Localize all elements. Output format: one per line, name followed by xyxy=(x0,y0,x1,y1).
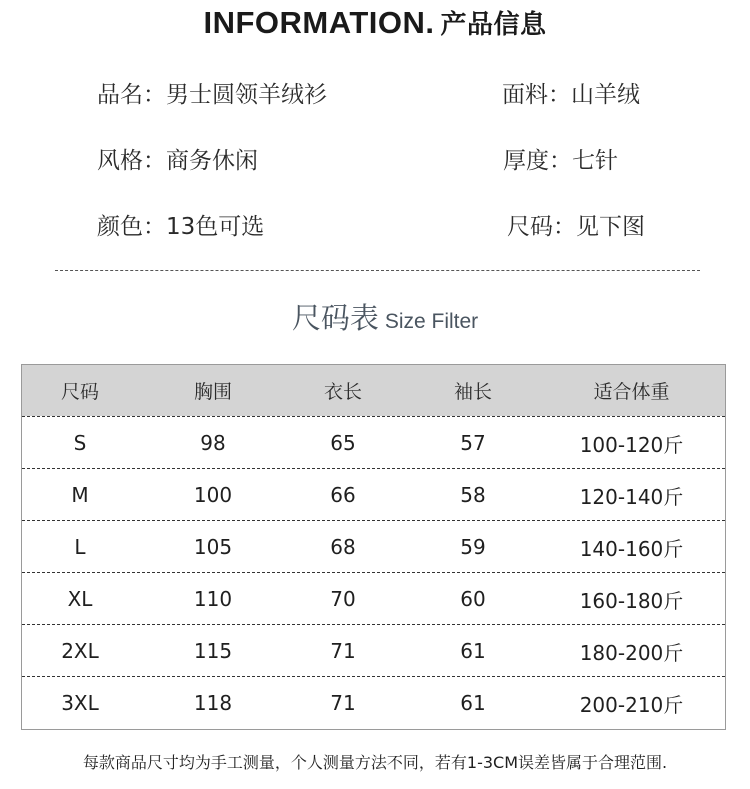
cell-size: M xyxy=(71,483,89,507)
cell-sleeve: 61 xyxy=(460,639,486,663)
cell-length: 66 xyxy=(330,483,356,507)
cell-length: 65 xyxy=(330,431,356,455)
header-size: 尺码 xyxy=(60,381,99,403)
cell-sleeve: 61 xyxy=(460,691,486,715)
table-row xyxy=(22,521,725,573)
cell-sleeve: 57 xyxy=(460,431,486,455)
cell-size: L xyxy=(74,535,86,559)
cell-sleeve: 59 xyxy=(460,535,486,559)
header-length: 衣长 xyxy=(323,381,362,403)
cell-weight: 120-140斤 xyxy=(579,484,684,509)
cell-chest: 98 xyxy=(200,431,226,455)
cell-chest: 105 xyxy=(193,535,233,559)
size-heading-english: Size Filter xyxy=(384,310,479,333)
info-thickness: 厚度：七针 xyxy=(503,148,618,174)
cell-chest: 100 xyxy=(193,483,233,507)
info-size: 尺码：见下图 xyxy=(507,214,645,240)
page-title xyxy=(0,4,750,41)
cell-weight: 100-120斤 xyxy=(579,432,684,457)
cell-weight: 160-180斤 xyxy=(579,588,684,613)
cell-sleeve: 58 xyxy=(460,483,486,507)
measurement-footnote: 每款商品尺寸均为手工测量，个人测量方法不同，若有1-3CM误差皆属于合理范围. xyxy=(82,753,668,772)
cell-chest: 118 xyxy=(193,691,233,715)
header-chest: 胸围 xyxy=(193,381,232,403)
cell-length: 68 xyxy=(330,535,356,559)
cell-weight: 140-160斤 xyxy=(579,536,684,561)
title-chinese: 产品信息 xyxy=(440,10,547,40)
header-sleeve: 袖长 xyxy=(453,381,492,403)
table-row xyxy=(22,573,725,625)
cell-size: XL xyxy=(67,587,93,611)
cell-weight: 200-210斤 xyxy=(579,692,684,717)
section-divider xyxy=(55,270,700,271)
table-row xyxy=(22,625,725,677)
cell-length: 70 xyxy=(330,587,356,611)
cell-chest: 110 xyxy=(193,587,233,611)
info-product-name: 品名：男士圆领羊绒衫 xyxy=(97,82,327,108)
cell-chest: 115 xyxy=(193,639,233,663)
size-chart-heading xyxy=(0,296,750,337)
cell-length: 71 xyxy=(330,691,356,715)
table-row xyxy=(22,469,725,521)
cell-sleeve: 60 xyxy=(460,587,486,611)
table-header-row xyxy=(22,365,725,416)
title-english: INFORMATION. xyxy=(203,5,435,40)
cell-size: S xyxy=(73,431,87,455)
table-row xyxy=(22,677,725,729)
cell-length: 71 xyxy=(330,639,356,663)
info-color: 颜色：13色可选 xyxy=(97,214,265,240)
cell-size: 3XL xyxy=(61,691,99,715)
cell-weight: 180-200斤 xyxy=(579,640,684,665)
header-weight: 适合体重 xyxy=(593,381,670,403)
cell-size: 2XL xyxy=(61,639,99,663)
table-row xyxy=(22,417,725,469)
size-table xyxy=(21,364,726,730)
size-heading-chinese: 尺码表 xyxy=(291,301,379,335)
info-fabric: 面料：山羊绒 xyxy=(502,82,640,108)
info-style: 风格：商务休闲 xyxy=(97,148,258,174)
